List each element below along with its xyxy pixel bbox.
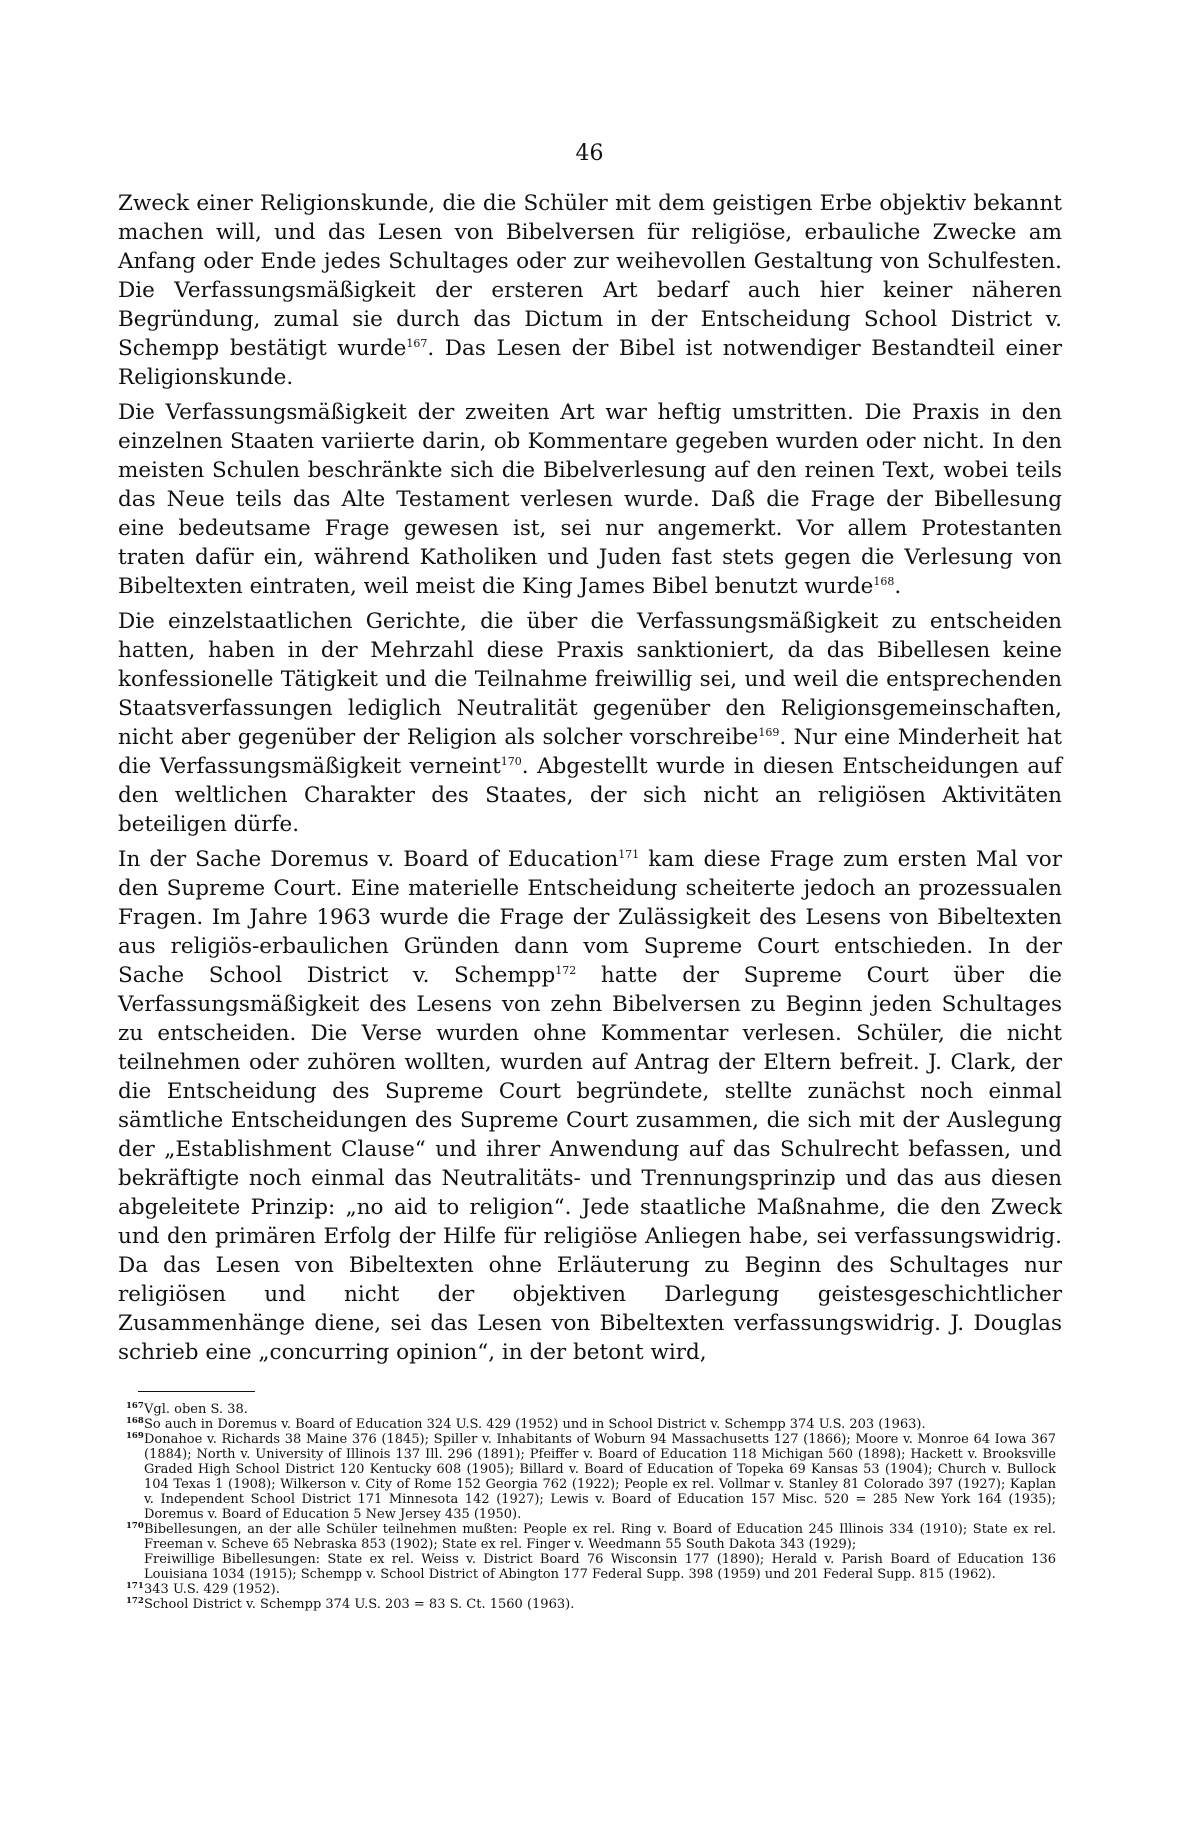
text-segment: In der Sache Doremus v. Board of Education bbox=[118, 847, 619, 872]
footnote-reference: 169 bbox=[758, 725, 780, 739]
paragraph bbox=[118, 189, 1062, 392]
footnote bbox=[126, 1582, 1056, 1597]
text-segment: Die Verfassungsmäßigkeit der zweiten Art war heftig umstritten. Die Praxis in den einzelnen Staaten variierte darin, ob Kommentare gegeben wurden oder nicht. In den meisten Schulen beschränkte sich die Bibelverlesung auf den reinen Text, wobei teils das Neue teils das Alte Testament verlesen wurde. Daß die Frage der Bibellesung eine bedeutsame Frage gewesen ist, sei nur angemerkt. Vor allem Protestanten traten dafür ein, während Katholiken und Juden fast stets gegen die Verlesung von Bibeltexten eintraten, weil meist die King James Bibel benutzt wurde bbox=[118, 400, 1062, 599]
footnote-number: 168 bbox=[126, 1416, 144, 1426]
text-segment: Die einzelstaatlichen Gerichte, die über die Verfassungsmäßigkeit zu entscheiden hatten, haben in der Mehrzahl diese Praxis sanktioniert, da das Bibellesen keine konfessionelle Tätigkeit und die Teilnahme freiwillig sei, und weil die entsprechenden Staatsverfassungen lediglich Neutralität gegenüber den Religionsgemeinschaften, nicht aber gegenüber der Religion als solcher vorschreibe bbox=[118, 609, 1062, 750]
footnote-number: 171 bbox=[126, 1581, 144, 1591]
paragraph bbox=[118, 398, 1062, 601]
footnote-text: Bibellesungen, an der alle Schüler teilnehmen mußten: People ex rel. Ring v. Board of Education 245 Illinois 334 (1910); State ex rel. Freeman v. Scheve 65 Nebraska 853 (1902); State ex rel. Finger v. Weedmann 55 South Dakota 343 (1929); bbox=[144, 1522, 1056, 1552]
footnote bbox=[126, 1432, 1056, 1522]
footnotes bbox=[126, 1402, 1056, 1612]
body-text bbox=[118, 189, 1062, 1367]
page-number: 46 bbox=[575, 141, 604, 166]
paragraph bbox=[118, 607, 1062, 839]
footnote-text: Vgl. oben S. 38. bbox=[144, 1402, 248, 1417]
footnote bbox=[126, 1522, 1056, 1582]
text-segment: . Das Lesen der Bibel ist notwendiger Bestandteil einer Religionskunde. bbox=[118, 336, 1062, 390]
footnote-number: 167 bbox=[126, 1401, 144, 1411]
footnote-reference: 171 bbox=[618, 847, 640, 861]
footnote bbox=[126, 1402, 1056, 1417]
footnote-text-continued: Freiwillige Bibellesungen: State ex rel. Weiss v. District Board 76 Wisconsin 177 (1890); Herald v. Parish Board of Education 136 Louisiana 1034 (1915); Schempp v. School District of Abington 177 Federal Supp. 398 (1959) und 201 Federal Supp. 815 (1962). bbox=[144, 1552, 1056, 1582]
footnote-reference: 172 bbox=[555, 963, 577, 977]
footnote-text: Donahoe v. Richards 38 Maine 376 (1845); Spiller v. Inhabitants of Woburn 94 Massachusetts 127 (1866); Moore v. Monroe 64 Iowa 367 (1884); North v. University of Illinois 137 Ill. 296 (1891); Pfeiffer v. Board of Education 118 Michigan 560 (1898); Hackett v. Brooksville Graded High School District 120 Kentucky 608 (1905); Billard v. Board of Education of Topeka 69 Kansas 53 (1904); Church v. Bullock 104 Texas 1 (1908); Wilkerson v. City of Rome 152 Georgia 762 (1922); People ex rel. Vollmar v. Stanley 81 Colorado 397 (1927); Kaplan v. Independent School District 171 Minnesota 142 (1927); Lewis v. Board of Education 157 Misc. 520 = 285 New York 164 (1935); Doremus v. Board of Education 5 New Jersey 435 (1950). bbox=[144, 1432, 1056, 1522]
footnote-divider bbox=[138, 1391, 255, 1392]
text-segment: . Nur eine Minderheit hat die Verfassungsmäßigkeit verneint bbox=[118, 725, 1062, 779]
footnote-reference: 170 bbox=[500, 754, 522, 768]
footnote-number: 172 bbox=[126, 1596, 144, 1606]
footnote-number: 169 bbox=[126, 1431, 144, 1441]
footnote-reference: 167 bbox=[406, 336, 428, 350]
text-segment: kam diese Frage zum ersten Mal vor den Supreme Court. Eine materielle Entscheidung scheiterte jedoch an prozessualen Fragen. Im Jahre 1963 wurde die Frage der Zulässigkeit des Lesens von Bibeltexten aus religiös-erbaulichen Gründen dann vom Supreme Court entschieden. In der Sache School District v. Schempp bbox=[118, 847, 1062, 988]
text-segment: . bbox=[894, 574, 902, 599]
footnote-text: 343 U.S. 429 (1952). bbox=[144, 1582, 280, 1597]
text-segment: . Abgestellt wurde in diesen Entscheidungen auf den weltlichen Charakter des Staates, der sich nicht an religiösen Aktivitäten beteiligen dürfe. bbox=[118, 754, 1062, 837]
footnote bbox=[126, 1597, 1056, 1612]
footnote-reference: 168 bbox=[873, 574, 895, 588]
footnote-text: So auch in Doremus v. Board of Education 324 U.S. 429 (1952) und in School District v. Schempp 374 U.S. 203 (1963). bbox=[144, 1417, 926, 1432]
footnote-text: School District v. Schempp 374 U.S. 203 = 83 S. Ct. 1560 (1963). bbox=[144, 1597, 575, 1612]
text-segment: hatte der Supreme Court über die Verfassungsmäßigkeit des Lesens von zehn Bibelversen zu Beginn jeden Schultages zu entscheiden. Die Verse wurden ohne Kommentar verlesen. Schüler, die nicht teilnehmen oder zuhören wollten, wurden auf Antrag der Eltern befreit. J. Clark, der die Entscheidung des Supreme Court begründete, stellte zunächst noch einmal sämtliche Entscheidungen des Supreme Court zusammen, die sich mit der Auslegung der „Establishment Clause“ und ihrer Anwendung auf das Schulrecht befassen, und bekräftigte noch einmal das Neutralitäts- und Trennungsprinzip und das aus diesen abgeleitete Prinzip: „no aid to religion“. Jede staatliche Maßnahme, die den Zweck und den primären Erfolg der Hilfe für religiöse Anliegen habe, sei verfassungswidrig. Da das Lesen von Bibeltexten ohne Erläuterung zu Beginn des Schultages nur religiösen und nicht der objektiven Darlegung geistesgeschichtlicher Zusammenhänge diene, sei das Lesen von Bibeltexten verfassungswidrig. J. Douglas schrieb eine „concurring opinion“, in der betont wird, bbox=[118, 963, 1062, 1365]
text-segment: Zweck einer Religionskunde, die die Schüler mit dem geistigen Erbe objektiv bekannt machen will, und das Lesen von Bibelversen für religiöse, erbauliche Zwecke am Anfang oder Ende jedes Schultages oder zur weihevollen Gestaltung von Schulfesten. Die Verfassungsmäßigkeit der ersteren Art bedarf auch hier keiner näheren Begründung, zumal sie durch das Dictum in der Entscheidung School District v. Schempp bestätigt wurde bbox=[118, 191, 1062, 361]
paragraph bbox=[118, 845, 1062, 1367]
footnote bbox=[126, 1417, 1056, 1432]
footnote-number: 170 bbox=[126, 1521, 144, 1531]
